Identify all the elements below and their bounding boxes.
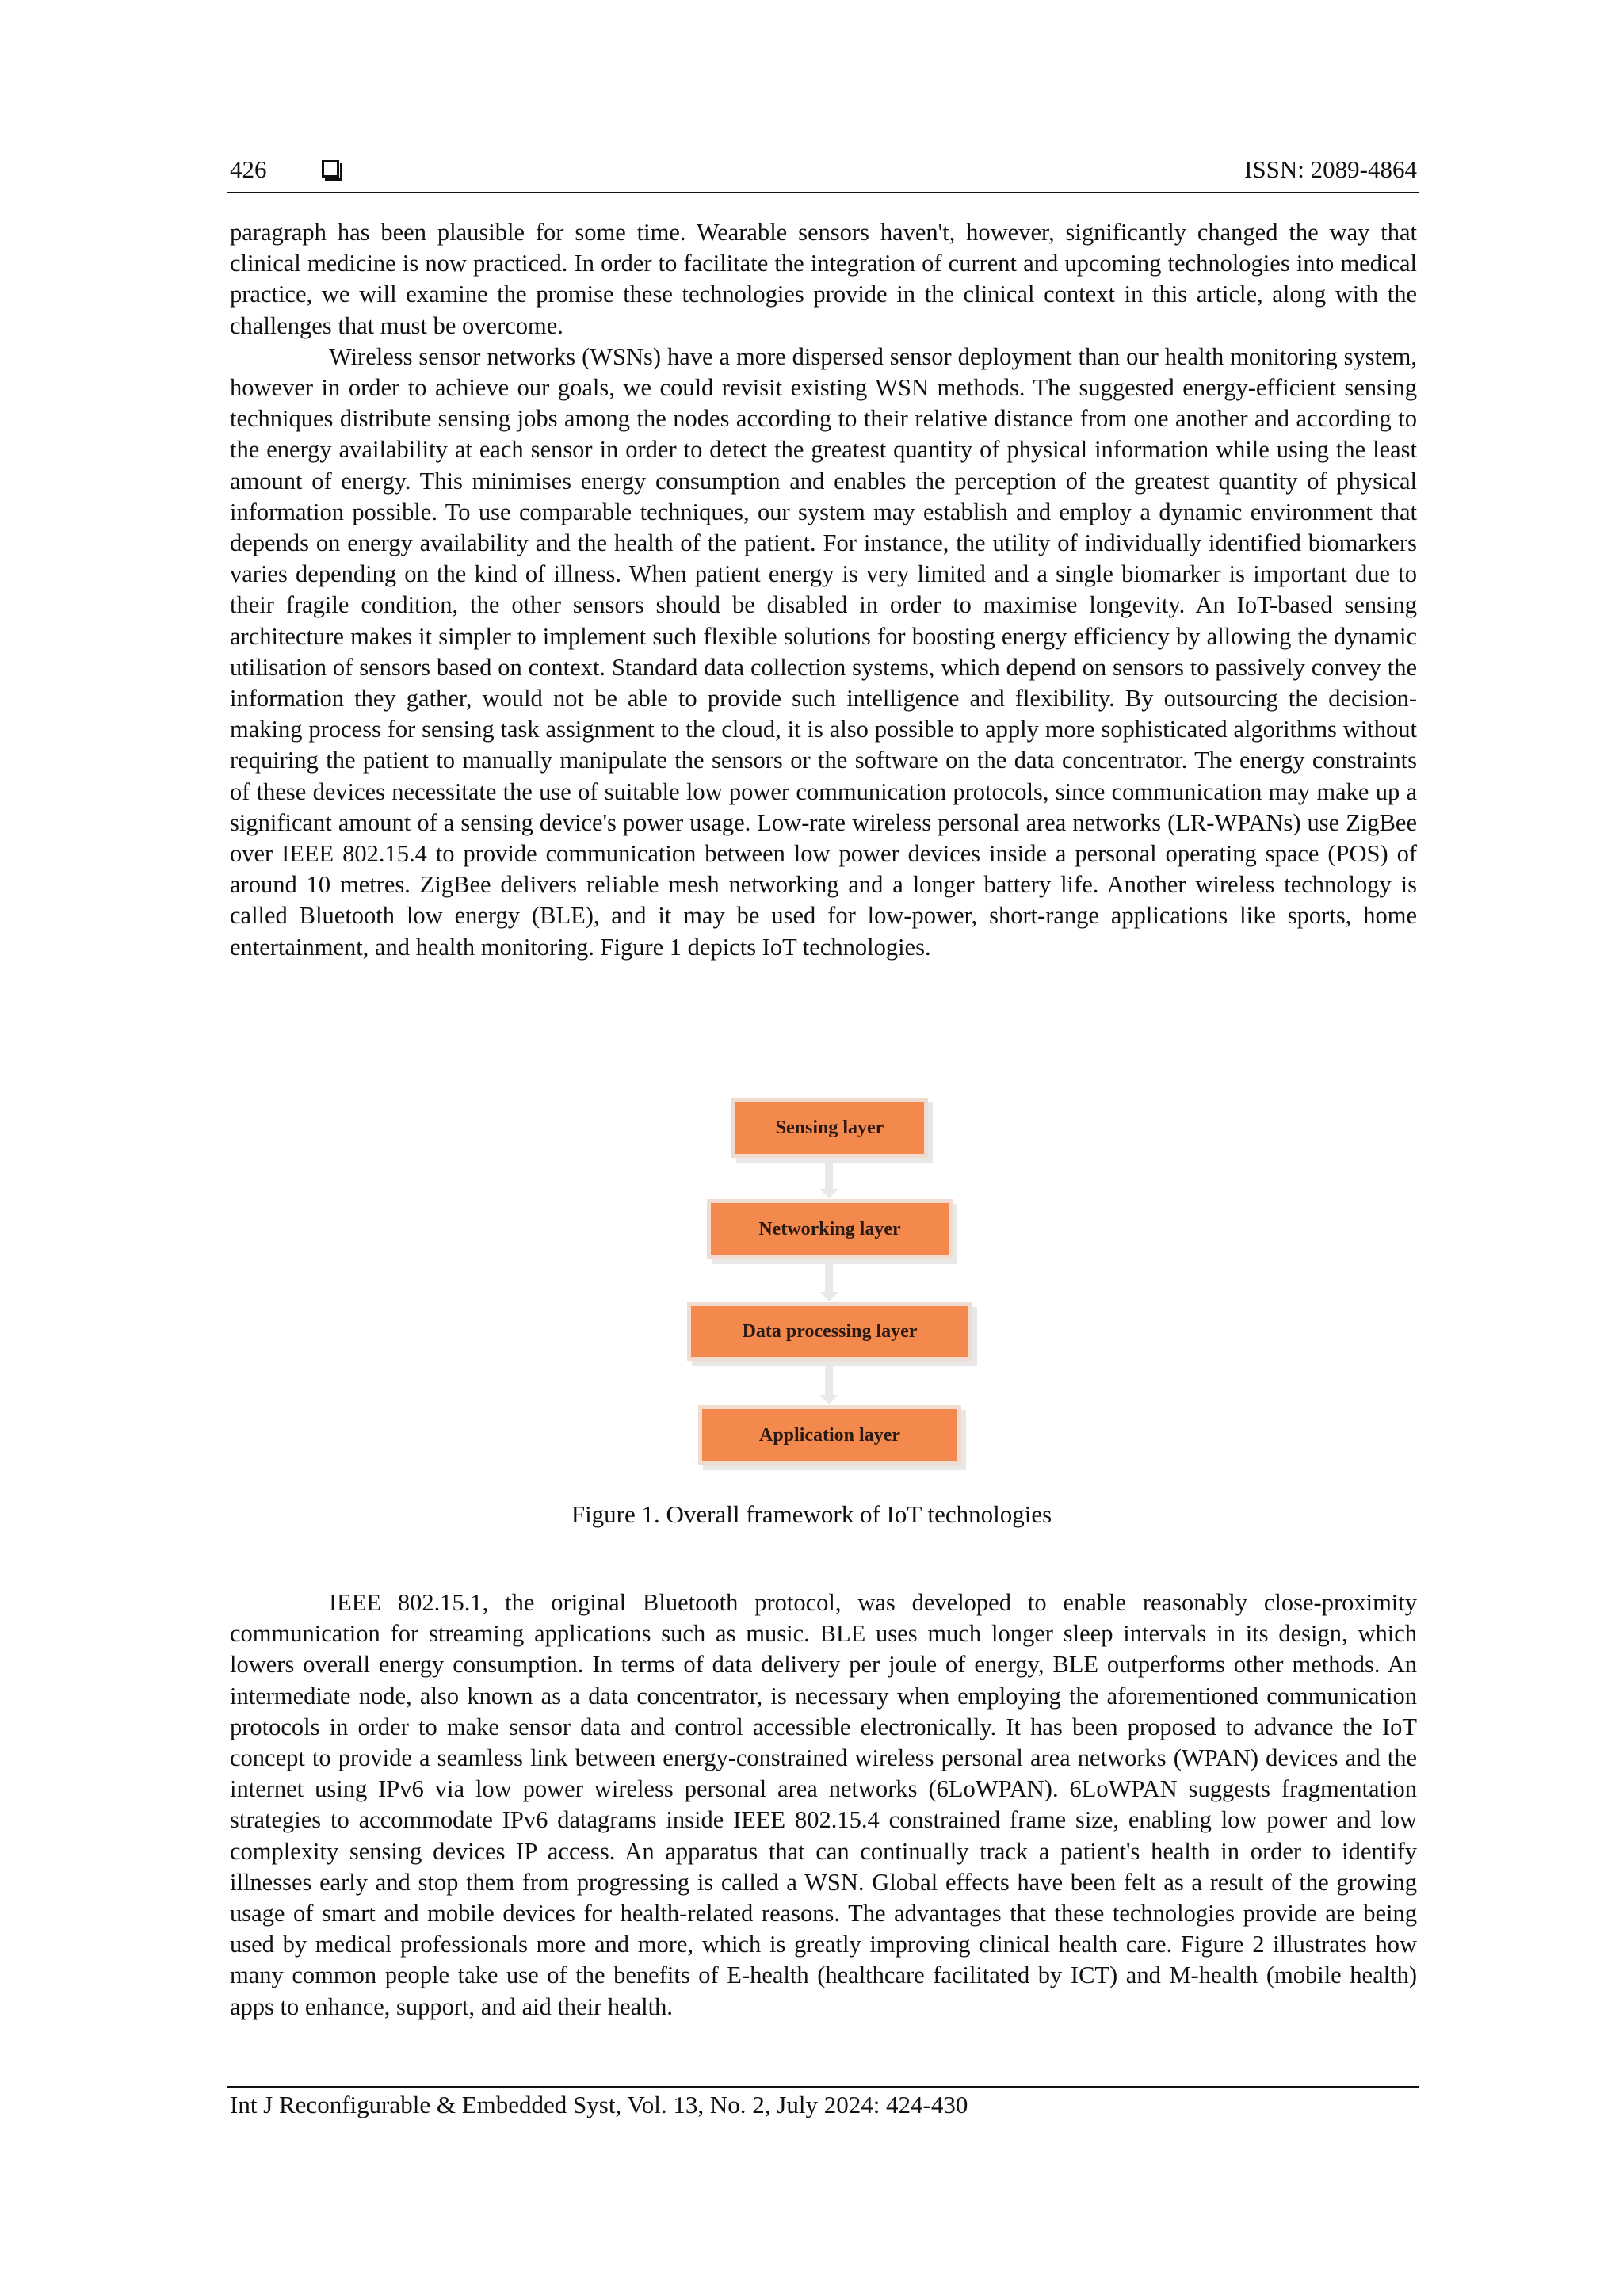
header-rule — [227, 192, 1419, 193]
footer-rule — [227, 2086, 1419, 2088]
arrow-down-icon — [825, 1365, 833, 1396]
sensing-layer-box: Sensing layer — [735, 1102, 924, 1154]
figure-caption: Figure 1. Overall framework of IoT technologies — [571, 1500, 1052, 1528]
arrow-down-icon — [825, 1162, 833, 1190]
page-number: 426 — [230, 155, 267, 183]
networking-layer-box: Networking layer — [711, 1203, 949, 1255]
body-text-bottom — [230, 1587, 1417, 2023]
paragraph-continued: paragraph has been plausible for some time. Wearable sensors haven't, however, significantly changed the way that clinical medicine is now practiced. In order to facilitate the integration of current and upcoming technologies into medical practice, we will examine the promise these technologies provide in the clinical context in this article, along with the challenges that must be overcome. — [230, 219, 1417, 339]
issn-label: ISSN: 2089-4864 — [1244, 155, 1417, 183]
square-bullet-icon — [322, 160, 339, 178]
arrow-down-icon — [825, 1263, 833, 1293]
figure-iot-framework — [0, 1086, 1623, 1466]
application-layer-box: Application layer — [702, 1409, 957, 1461]
body-text-top — [230, 217, 1417, 963]
data-processing-layer-box: Data processing layer — [691, 1306, 968, 1357]
paragraph-wsn: Wireless sensor networks (WSNs) have a more dispersed sensor deployment than our health monitoring system, however in order to achieve our goals, we could revisit existing WSN methods. The suggested energy-efficient sensing techniques distribute sensing jobs among the nodes according to their relative distance from one another and according to the energy availability at each sensor in order to detect the greatest quantity of physical information while using the least amount of energy. This minimises energy consumption and enables the perception of the greatest quantity of physical information possible. To use comparable techniques, our system may establish and employ a dynamic environment that depends on energy availability and the health of the patient. For instance, the utility of individually identified biomarkers varies depending on the kind of illness. When patient energy is very limited and a single biomarker is important due to their fragile condition, the other sensors should be disabled in order to maximise longevity. An IoT-based sensing architecture makes it simpler to implement such flexible solutions for boosting energy efficiency by allowing the dynamic utilisation of sensors based on context. Standard data collection systems, which depend on sensors to passively convey the information they gather, would not be able to provide such intelligence and flexibility. By outsourcing the decision-making process for sensing task assignment to the cloud, it is also possible to apply more sophisticated algorithms without requiring the patient to manually manipulate the sensors or the software on the data concentrator. The energy constraints of these devices necessitate the use of suitable low power communication protocols, since communication may make up a significant amount of a sensing device's power usage. Low-rate wireless personal area networks (LR-WPANs) use ZigBee over IEEE 802.15.4 to provide communication between low power devices inside a personal operating space (POS) of around 10 metres. ZigBee delivers reliable mesh networking and a longer battery life. Another wireless technology is called Bluetooth low energy (BLE), and it may be used for low-power, short-range applications like sports, home entertainment, and health monitoring. Figure 1 depicts IoT technologies. — [230, 342, 1417, 961]
paragraph-bluetooth: IEEE 802.15.1, the original Bluetooth protocol, was developed to enable reasonably close-proximity communication for streaming applications such as music. BLE uses much longer sleep intervals in its design, which lowers overall energy consumption. In terms of data delivery per joule of energy, BLE outperforms other methods. An intermediate node, also known as a data concentrator, is necessary when employing the aforementioned communication protocols in order to make sensor data and control accessible electronically. It has been proposed to advance the IoT concept to provide a seamless link between energy-constrained wireless personal area networks (WPAN) devices and the internet using IPv6 via low power wireless personal area networks (6LoWPAN). 6LoWPAN suggests fragmentation strategies to accommodate IPv6 datagrams inside IEEE 802.15.4 constrained frame size, enabling low power and low complexity sensing devices IP access. An apparatus that can continually track a patient's health in order to identify illnesses early and stop them from progressing is called a WSN. Global effects have been felt as a result of the growing usage of smart and mobile devices for health-related reasons. The advantages that these technologies provide are being used by medical professionals more and more, which is greatly improving clinical health care. Figure 2 illustrates how many common people take use of the benefits of E-health (healthcare facilitated by ICT) and M-health (mobile health) apps to enhance, support, and aid their health. — [230, 1589, 1417, 2020]
page-header — [230, 155, 1417, 190]
journal-citation: Int J Reconfigurable & Embedded Syst, Vol. 13, No. 2, July 2024: 424-430 — [230, 2091, 968, 2118]
